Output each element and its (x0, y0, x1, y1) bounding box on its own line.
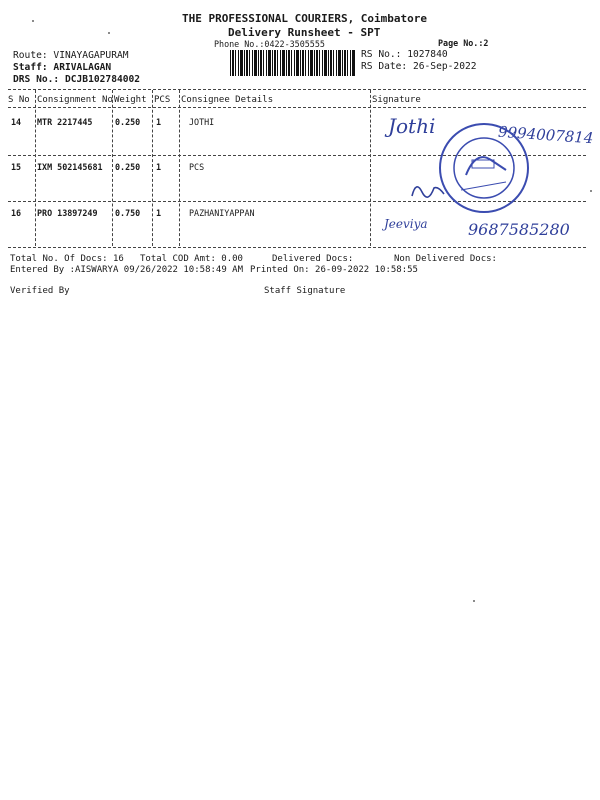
scan-speck (590, 190, 592, 192)
col-header-consignment: Consignment No (37, 95, 113, 105)
page-number: Page No.:2 (438, 38, 489, 48)
col-separator (370, 90, 371, 246)
non-delivered-docs: Non Delivered Docs: (394, 254, 497, 264)
row-sno: 14 (11, 117, 22, 127)
col-header-signature: Signature (372, 95, 421, 105)
row-consignee: PCS (189, 162, 205, 172)
col-separator (35, 90, 36, 246)
table-top-rule (8, 89, 586, 90)
company-seal-stamp (436, 120, 532, 216)
total-docs: Total No. Of Docs: 16 (10, 254, 124, 264)
row-pcs: 1 (156, 117, 162, 127)
col-header-weight: Weight (114, 95, 147, 105)
row-consignment: MTR 2217445 (37, 117, 93, 127)
row-sno: 16 (11, 208, 22, 218)
signature-jothi: Jothi (388, 114, 436, 138)
row-consignee: JOTHI (189, 117, 215, 127)
drs-number: DRS No.: DCJB102784002 (13, 74, 141, 85)
entered-by: Entered By :AISWARYA 09/26/2022 10:58:49 AM (10, 265, 243, 275)
handwritten-phone-1: 9994007814 (497, 122, 594, 148)
col-header-pcs: PCS (154, 95, 171, 105)
row-consignee: PAZHANIYAPPAN (189, 208, 255, 218)
col-header-consignee: Consignee Details (181, 95, 274, 105)
route: Route: VINAYAGAPURAM (13, 50, 129, 61)
delivered-docs: Delivered Docs: (272, 254, 354, 264)
rs-number: RS No.: 1027840 (361, 49, 448, 60)
company-name: THE PROFESSIONAL COURIERS, Coimbatore (182, 12, 428, 25)
scan-speck (108, 32, 110, 34)
handwritten-phone-3: 9687585280 (468, 220, 570, 239)
signature-jeeviya: Jeeviya (384, 217, 428, 231)
col-separator (112, 90, 113, 246)
row-weight: 0.250 (115, 117, 141, 127)
staff-signature-label: Staff Signature (264, 286, 346, 296)
barcode (230, 50, 356, 76)
row-weight: 0.750 (115, 208, 141, 218)
table-bottom-rule (8, 247, 586, 248)
scan-speck (32, 20, 34, 22)
col-separator (179, 90, 180, 246)
row-pcs: 1 (156, 208, 162, 218)
row-consignment: PRO 13897249 (37, 208, 98, 218)
rs-date: RS Date: 26-Sep-2022 (361, 61, 477, 72)
row-weight: 0.250 (115, 162, 141, 172)
verified-by-label: Verified By (10, 286, 70, 296)
row-sno: 15 (11, 162, 22, 172)
phone-number: Phone No.:0422-3505555 (214, 39, 325, 49)
staff: Staff: ARIVALAGAN (13, 62, 112, 73)
document-title: Delivery Runsheet - SPT (228, 26, 381, 39)
table-header-rule (8, 107, 586, 108)
col-separator (152, 90, 153, 246)
col-header-sno: S No (8, 95, 30, 105)
handwritten-initials-scribble (408, 178, 448, 202)
scan-speck (473, 600, 475, 602)
total-cod-amount: Total COD Amt: 0.00 (140, 254, 243, 264)
printed-on: Printed On: 26-09-2022 10:58:55 (250, 265, 418, 275)
row-consignment: IXM 502145681 (37, 162, 103, 172)
row-pcs: 1 (156, 162, 162, 172)
